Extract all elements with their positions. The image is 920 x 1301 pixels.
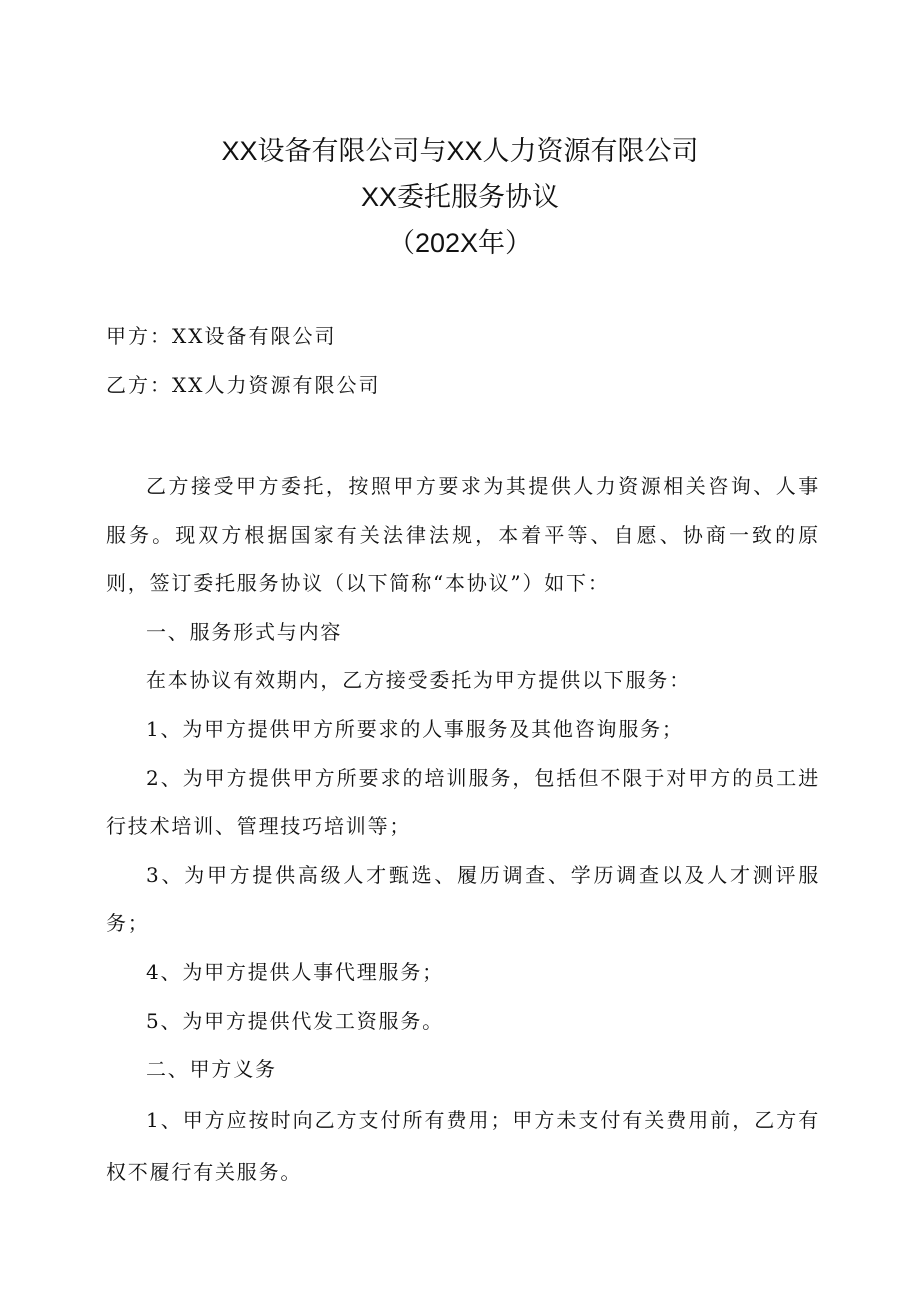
section-1-lead: 在本协议有效期内，乙方接受委托为甲方提供以下服务： (146, 668, 691, 693)
document-title (0, 128, 920, 266)
title-line-agreement: XX委托服务协议 (360, 182, 560, 212)
party-b: 乙方：XX人力资源有限公司 (106, 373, 381, 397)
title-line-companies: XX设备有限公司与XX人力资源有限公司 (221, 136, 699, 166)
section-1-item-1: 1、为甲方提供甲方所要求的人事服务及其他咨询服务； (146, 716, 684, 741)
section-1-item-3: 3、为甲方提供高级人才甄选、履历调查、学历调查以及人才测评服务； (106, 862, 820, 936)
section-2-heading: 二、甲方义务 (146, 1057, 277, 1082)
agreement-body (106, 462, 820, 1198)
party-a: 甲方：XX设备有限公司 (106, 324, 337, 348)
section-1-item-5: 5、为甲方提供代发工资服务。 (146, 1008, 444, 1033)
section-1-item-2: 2、为甲方提供甲方所要求的培训服务，包括但不限于对甲方的员工进行技术培训、管理技巧培训等； (106, 765, 820, 839)
title-line-year: （202X年） (387, 228, 533, 258)
intro-paragraph: 乙方接受甲方委托，按照甲方要求为其提供人力资源相关咨询、人事服务。现双方根据国家有关法律法规，本着平等、自愿、协商一致的原则，签订委托服务协议（以下简称“本协议”）如下： (106, 474, 820, 596)
section-2-item-1: 1、甲方应按时向乙方支付所有费用；甲方未支付有关费用前，乙方有权不履行有关服务。 (106, 1107, 820, 1184)
section-1-heading: 一、服务形式与内容 (146, 619, 343, 644)
section-1-item-4: 4、为甲方提供人事代理服务； (146, 959, 444, 984)
